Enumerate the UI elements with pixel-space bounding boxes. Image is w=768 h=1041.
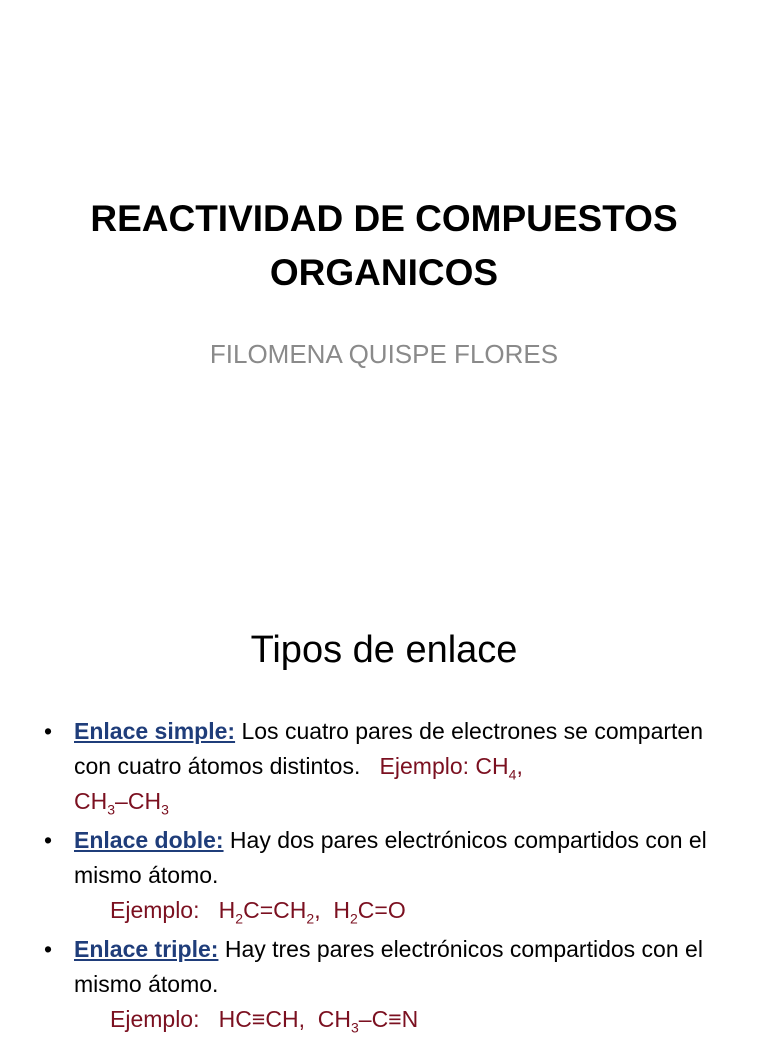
bullet-item-triple — [40, 932, 740, 1037]
bullet-list — [40, 714, 740, 1041]
example-label: Ejemplo: — [110, 1006, 200, 1032]
slide-title: Tipos de enlace — [250, 629, 518, 671]
presentation-title — [0, 192, 768, 300]
author-subtitle: FILOMENA QUISPE FLORES — [209, 339, 559, 369]
bullet-icon: • — [44, 936, 53, 962]
bullet-icon: • — [44, 718, 53, 744]
term-enlace-simple: Enlace simple: — [74, 718, 236, 744]
term-enlace-doble: Enlace doble: — [74, 827, 224, 853]
term-enlace-triple: Enlace triple: — [74, 936, 219, 962]
formula-ethene: $H_2C=CH_2$, — [218, 897, 321, 927]
formula-acetonitrile: $CH_3-C\equiv N$ — [317, 1006, 419, 1036]
title-line-1: REACTIVIDAD DE COMPUESTOS — [90, 198, 678, 239]
bullet-text: Hay tres pares electrónicos compartidos con el mismo átomo. — [74, 936, 703, 997]
formula-ch4: $CH_4$, — [475, 753, 523, 783]
content-slide — [0, 576, 768, 1036]
example-line — [74, 893, 740, 928]
bullet-item-simple — [40, 714, 740, 819]
formula-ethyne: HC≡CH — [218, 1006, 299, 1032]
example-label: Ejemplo: — [379, 753, 476, 779]
formula-formaldehyde: $H_2C=O$ — [333, 897, 406, 927]
bullet-text: Los cuatro pares de electrones se comparten con cuatro átomos distintos. — [74, 718, 704, 779]
bullet-text: Hay dos pares electrónicos compartidos con el mismo átomo. — [74, 827, 707, 888]
example-label: Ejemplo: — [110, 897, 200, 923]
formula-ethane: $CH_3-CH_3$ — [74, 788, 169, 818]
bullet-icon: • — [44, 827, 53, 853]
bullet-item-doble — [40, 823, 740, 928]
title-line-2: ORGANICOS — [269, 252, 499, 293]
example-line: Ejemplo: HC≡CH, $CH_3-C\equiv N$ — [110, 1006, 419, 1036]
